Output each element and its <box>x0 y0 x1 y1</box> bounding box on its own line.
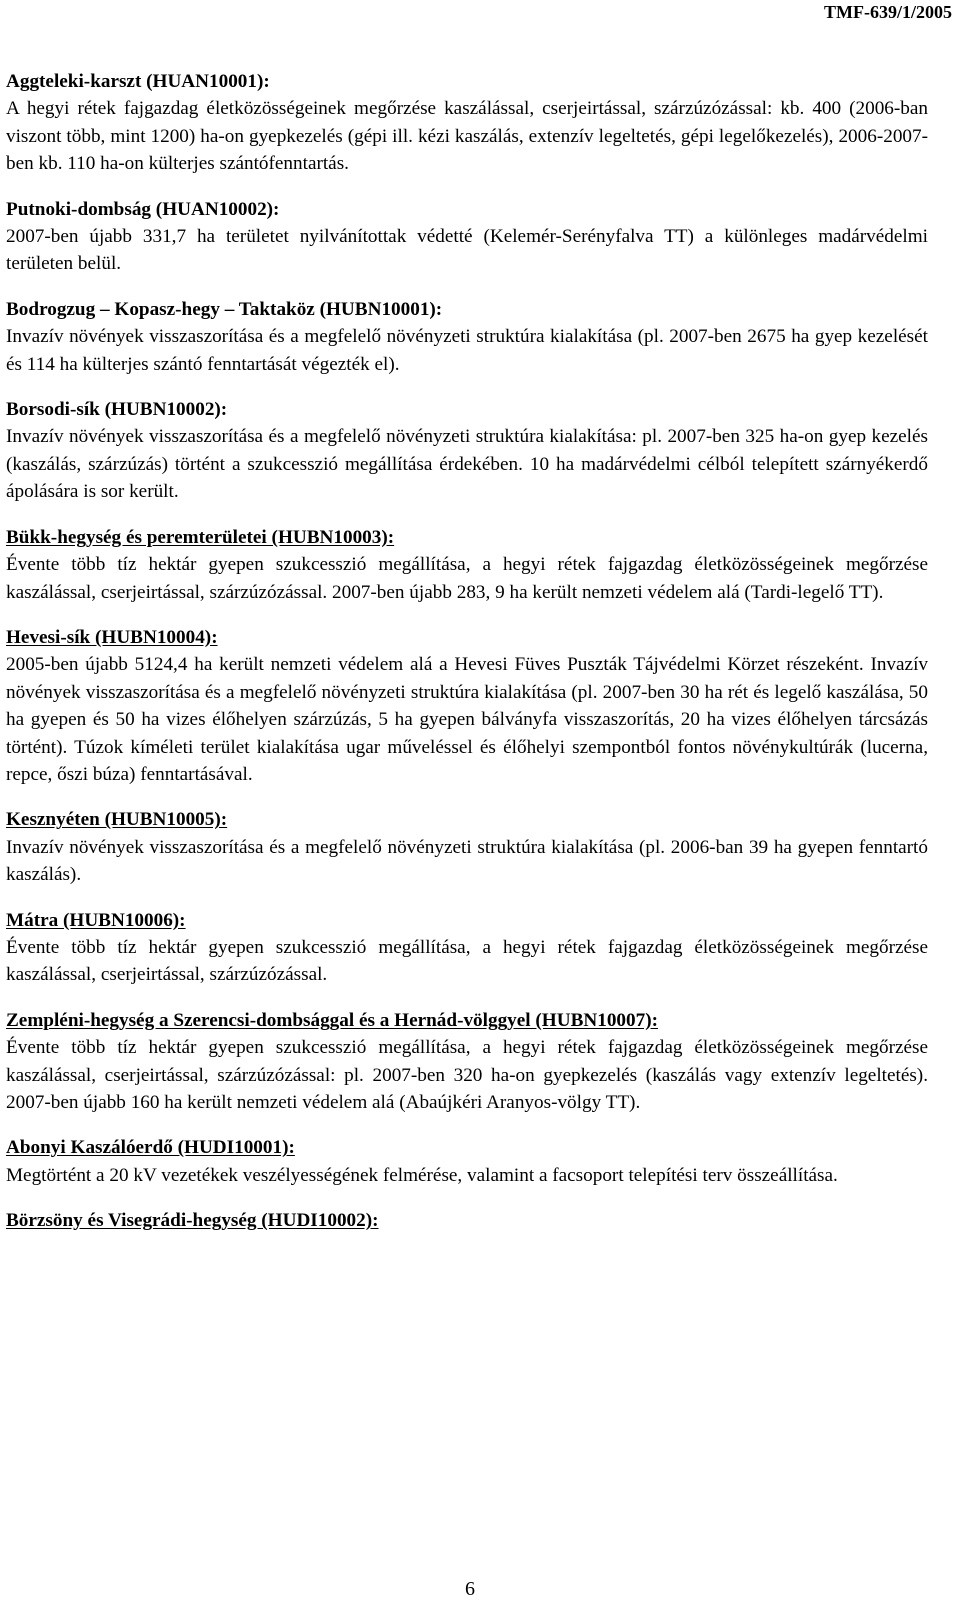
section-borzsony-visegradi <box>6 1207 928 1234</box>
section-title: Zempléni-hegység a Szerencsi-dombsággal és a Hernád-völggyel (HUBN10007): <box>6 1009 658 1031</box>
section-hevesi-sik <box>6 624 928 788</box>
section-text: Invazív növények visszaszorítása és a megfelelő növényzeti struktúra kialakítása: pl. 2007-ben 325 ha-on gyep kezelés (kaszálás, szárzúzás) történt a szukcesszió megállítása érdekében. 10 ha madárvédelmi célból telepített szárnyékerdő ápolására is sor került. <box>6 426 928 503</box>
section-matra <box>6 907 928 989</box>
section-title: Aggteleki-karszt (HUAN10001): <box>6 71 270 92</box>
section-text: Évente több tíz hektár gyepen szukcesszió megállítása, a hegyi rétek fajgazdag életközösségeinek megőrzése kaszálással, cserjeirtással, szárzúzózással: pl. 2007-ben 320 ha-on gyepkezelés (kaszálás vagy extenzív legeltetés). 2007-ben újabb 160 ha került nemzeti védelem alá (Abaújkéri Aranyos-völgy TT). <box>6 1037 928 1113</box>
section-text: Invazív növények visszaszorítása és a megfelelő növényzeti struktúra kialakítása (pl. 2007-ben 2675 ha gyep kezelését és 114 ha külterjes szántó fenntartását végezték el). <box>6 326 928 375</box>
section-title: Bükk-hegység és peremterületei (HUBN10003): <box>6 526 395 548</box>
section-title: Börzsöny és Visegrádi-hegység (HUDI10002): <box>6 1210 379 1232</box>
document-id: TMF-639/1/2005 <box>824 2 952 22</box>
section-text: A hegyi rétek fajgazdag életközösségeinek megőrzése kaszálással, cserjeirtással, szárzúzózással: kb. 400 (2006-ban viszont több, mint 1200) ha-on gyepkezelés (gépi ill. kézi kaszálás, extenzív legeltetés, gépi legelőkezelés), 2006-2007-ben kb. 110 ha-on külterjes szántófenntartás. <box>6 98 928 175</box>
section-putnoki-dombsag <box>6 196 928 278</box>
section-bukk-hegyseg <box>6 524 928 606</box>
section-title: Putnoki-dombság (HUAN10002): <box>6 198 280 220</box>
section-title: Mátra (HUBN10006): <box>6 909 186 931</box>
section-borsodi-sik <box>6 396 928 506</box>
section-text: Évente több tíz hektár gyepen szukcesszió megállítása, a hegyi rétek fajgazdag életközösségeinek megőrzése kaszálással, cserjeirtással, szárzúzózással. 2007-ben újabb 283, 9 ha került nemzeti védelem alá (Tardi-legelő TT). <box>6 554 928 603</box>
section-text: Megtörtént a 20 kV vezetékek veszélyességének felmérése, valamint a facsoport telepítési terv összeállítása. <box>6 1164 838 1186</box>
document-body <box>6 68 928 1253</box>
section-keszyeten <box>6 806 928 888</box>
section-title: Kesznyéten (HUBN10005): <box>6 809 228 831</box>
section-text: 2005-ben újabb 5124,4 ha került nemzeti védelem alá a Hevesi Füves Puszták Tájvédelmi Körzet részeként. Invazív növények visszaszorítása és a megfelelő növényzeti struktúra kialakítása (pl. 2007-ben 30 ha rét és legelő kaszálása, 50 ha gyepen és 50 ha vizes élőhelyen szárzúzás, 5 ha gyepen bálványfa visszaszorítás, 20 ha vizes élőhelyen tárcsázás történt). Túzok kíméleti terület kialakítása ugar műveléssel és élőhelyi szempontból fontos növénykultúrák (lucerna, repce, őszi búza) fenntartásával. <box>6 654 928 785</box>
section-title: Abonyi Kaszálóerdő (HUDI10001): <box>6 1137 295 1159</box>
section-title: Borsodi-sík (HUBN10002): <box>6 399 228 421</box>
section-title: Hevesi-sík (HUBN10004): <box>6 626 218 648</box>
section-aggteleki-karszt <box>6 68 928 178</box>
section-title: Bodrogzug – Kopasz-hegy – Taktaköz (HUBN10001): <box>6 298 443 320</box>
section-abonyi-kaszaloerdo <box>6 1134 928 1189</box>
section-text: Invazív növények visszaszorítása és a megfelelő növényzeti struktúra kialakítása (pl. 2006-ban 39 ha gyepen fenntartó kaszálás). <box>6 836 928 886</box>
page-number: 6 <box>465 1578 475 1600</box>
section-text: 2007-ben újabb 331,7 ha területet nyilvánítottak védetté (Kelemér-Serényfalva TT) a különleges madárvédelmi területen belül. <box>6 226 928 275</box>
section-text: Évente több tíz hektár gyepen szukcesszió megállítása, a hegyi rétek fajgazdag életközösségeinek megőrzése kaszálással, cserjeirtással, szárzúzózással. <box>6 936 928 986</box>
section-zempleni-hegyseg <box>6 1007 928 1117</box>
section-bodrogzug <box>6 296 928 378</box>
